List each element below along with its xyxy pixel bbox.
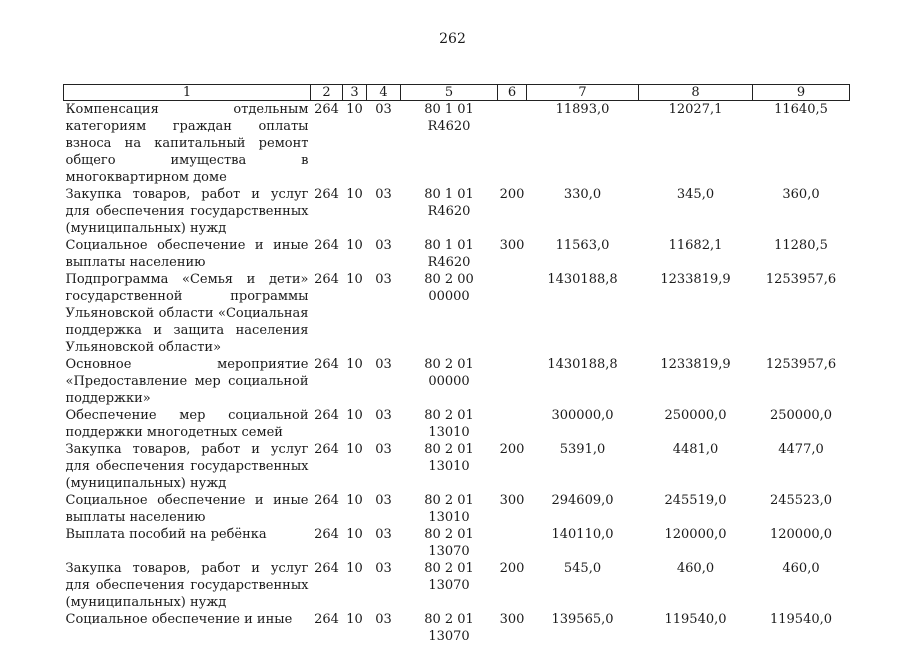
table-row: [64, 492, 850, 526]
row-expense-type: [498, 526, 527, 560]
row-value-col9: 4477,0: [778, 442, 824, 457]
row-value-col9: 120000,0: [769, 527, 833, 542]
row-expense-type: 300: [499, 238, 525, 253]
row-value-col9: 250000,0: [769, 408, 833, 423]
row-name: Социальное обеспечение и иные выплаты населению: [65, 493, 309, 525]
row-subsection: 03: [375, 102, 392, 117]
row-chapter: 264: [314, 442, 339, 457]
row-value-col7: 330,0: [563, 187, 602, 202]
budget-table: [63, 84, 850, 645]
header-cell-5: 5: [401, 85, 498, 101]
row-name: Закупка товаров, работ и услуг для обеспечения государственных (муниципальных) нужд: [65, 187, 309, 236]
row-value-col9: 460,0: [782, 561, 820, 576]
row-subsection: 03: [375, 442, 392, 457]
row-value-col7: 140110,0: [551, 527, 614, 542]
row-name: Основное мероприятие «Предоставление мер социальной поддержки»: [65, 357, 309, 406]
table-row: [64, 237, 850, 271]
row-section: 10: [346, 493, 363, 508]
row-section: 10: [346, 442, 363, 457]
row-chapter: 264: [314, 493, 339, 508]
row-target-article: 80 2 01 00000: [424, 357, 474, 389]
row-value-col8: 1233819,9: [660, 272, 731, 287]
table-row: [64, 560, 850, 611]
row-name: Закупка товаров, работ и услуг для обеспечения государственных (муниципальных) нужд: [65, 442, 309, 491]
table-row: [64, 356, 850, 407]
row-target-article: 80 1 01 R4620: [424, 238, 474, 270]
row-section: 10: [346, 527, 363, 542]
row-section: 10: [346, 238, 363, 253]
row-value-col8: 4481,0: [672, 442, 719, 457]
row-target-article: 80 1 01 R4620: [424, 102, 474, 134]
row-section: 10: [346, 357, 363, 372]
row-section: 10: [346, 561, 363, 576]
row-value-col7: 1430188,8: [547, 272, 618, 287]
row-value-col7: 11893,0: [555, 102, 610, 117]
row-value-col9: 360,0: [782, 187, 820, 202]
row-chapter: 264: [314, 187, 339, 202]
row-expense-type: 200: [499, 187, 525, 202]
row-target-article: 80 2 00 00000: [424, 272, 474, 304]
row-expense-type: [498, 356, 527, 407]
table-row: [64, 407, 850, 441]
row-subsection: 03: [375, 187, 392, 202]
row-name: Закупка товаров, работ и услуг для обеспечения государственных (муниципальных) нужд: [65, 561, 309, 610]
row-value-col9: 245523,0: [769, 493, 833, 508]
row-subsection: 03: [375, 561, 392, 576]
header-cell-7: 7: [527, 85, 639, 101]
row-expense-type: 200: [499, 561, 525, 576]
header-cell-6: 6: [498, 85, 527, 101]
row-value-col7: 5391,0: [559, 442, 606, 457]
row-name: Выплата пособий на ребёнка: [65, 527, 267, 542]
row-value-col7: 139565,0: [551, 612, 614, 627]
row-expense-type: 200: [499, 442, 525, 457]
row-chapter: 264: [314, 527, 339, 542]
row-chapter: 264: [314, 238, 339, 253]
row-value-col8: 120000,0: [664, 527, 727, 542]
row-name: Социальное обеспечение и иные выплаты населению: [65, 238, 309, 270]
row-subsection: 03: [375, 272, 392, 287]
row-subsection: 03: [375, 527, 392, 542]
page-number: 262: [439, 31, 466, 47]
row-subsection: 03: [375, 493, 392, 508]
row-name: Социальное обеспечение и иные: [65, 612, 293, 627]
row-value-col8: 250000,0: [664, 408, 727, 423]
row-section: 10: [346, 272, 363, 287]
row-value-col7: 11563,0: [555, 238, 610, 253]
row-value-col9: 11640,5: [774, 102, 828, 117]
table-row: [64, 271, 850, 356]
row-value-col7: 300000,0: [551, 408, 614, 423]
row-value-col8: 119540,0: [664, 612, 727, 627]
row-value-col8: 460,0: [676, 561, 715, 576]
row-value-col7: 545,0: [563, 561, 602, 576]
row-expense-type: [498, 407, 527, 441]
row-target-article: 80 1 01 R4620: [424, 187, 474, 219]
row-expense-type: 300: [499, 493, 525, 508]
row-expense-type: 300: [499, 612, 525, 627]
row-section: 10: [346, 187, 363, 202]
row-value-col7: 1430188,8: [547, 357, 618, 372]
row-value-col9: 1253957,6: [765, 272, 837, 287]
header-cell-2: 2: [311, 85, 343, 101]
row-expense-type: [498, 271, 527, 356]
row-subsection: 03: [375, 408, 392, 423]
header-cell-1: 1: [64, 85, 311, 101]
row-value-col8: 1233819,9: [660, 357, 731, 372]
header-cell-4: 4: [367, 85, 401, 101]
table-row: [64, 186, 850, 237]
row-chapter: 264: [314, 408, 339, 423]
row-target-article: 80 2 01 13070: [424, 527, 474, 559]
row-chapter: 264: [314, 561, 339, 576]
row-target-article: 80 2 01 13010: [424, 493, 474, 525]
row-value-col8: 345,0: [676, 187, 715, 202]
row-value-col9: 11280,5: [774, 238, 828, 253]
row-subsection: 03: [375, 612, 392, 627]
row-section: 10: [346, 408, 363, 423]
header-cell-9: 9: [753, 85, 850, 101]
header-row: [64, 85, 850, 101]
table-row: [64, 441, 850, 492]
row-subsection: 03: [375, 357, 392, 372]
row-value-col8: 245519,0: [664, 493, 727, 508]
row-target-article: 80 2 01 13010: [424, 408, 474, 440]
row-value-col8: 12027,1: [668, 102, 723, 117]
row-subsection: 03: [375, 238, 392, 253]
table-row: [64, 526, 850, 560]
row-target-article: 80 2 01 13010: [424, 442, 474, 474]
table-row: [64, 101, 850, 187]
row-value-col8: 11682,1: [668, 238, 723, 253]
row-section: 10: [346, 102, 363, 117]
row-name: Компенсация отдельным категориям граждан оплаты взноса на капитальный ремонт общего имущества в многоквартирном доме: [65, 102, 309, 185]
row-expense-type: [498, 101, 527, 187]
header-cell-3: 3: [343, 85, 367, 101]
row-chapter: 264: [314, 102, 339, 117]
row-section: 10: [346, 612, 363, 627]
row-value-col7: 294609,0: [551, 493, 614, 508]
row-chapter: 264: [314, 272, 339, 287]
row-chapter: 264: [314, 612, 339, 627]
row-target-article: 80 2 01 13070: [424, 561, 474, 593]
row-target-article: 80 2 01 13070: [424, 612, 474, 644]
header-cell-8: 8: [639, 85, 753, 101]
row-value-col9: 119540,0: [769, 612, 833, 627]
row-value-col9: 1253957,6: [765, 357, 837, 372]
row-name: Подпрограмма «Семья и дети» государственной программы Ульяновской области «Социальная поддержка и защита населения Ульяновской области»: [65, 272, 309, 355]
row-chapter: 264: [314, 357, 339, 372]
row-name: Обеспечение мер социальной поддержки многодетных семей: [65, 408, 309, 440]
